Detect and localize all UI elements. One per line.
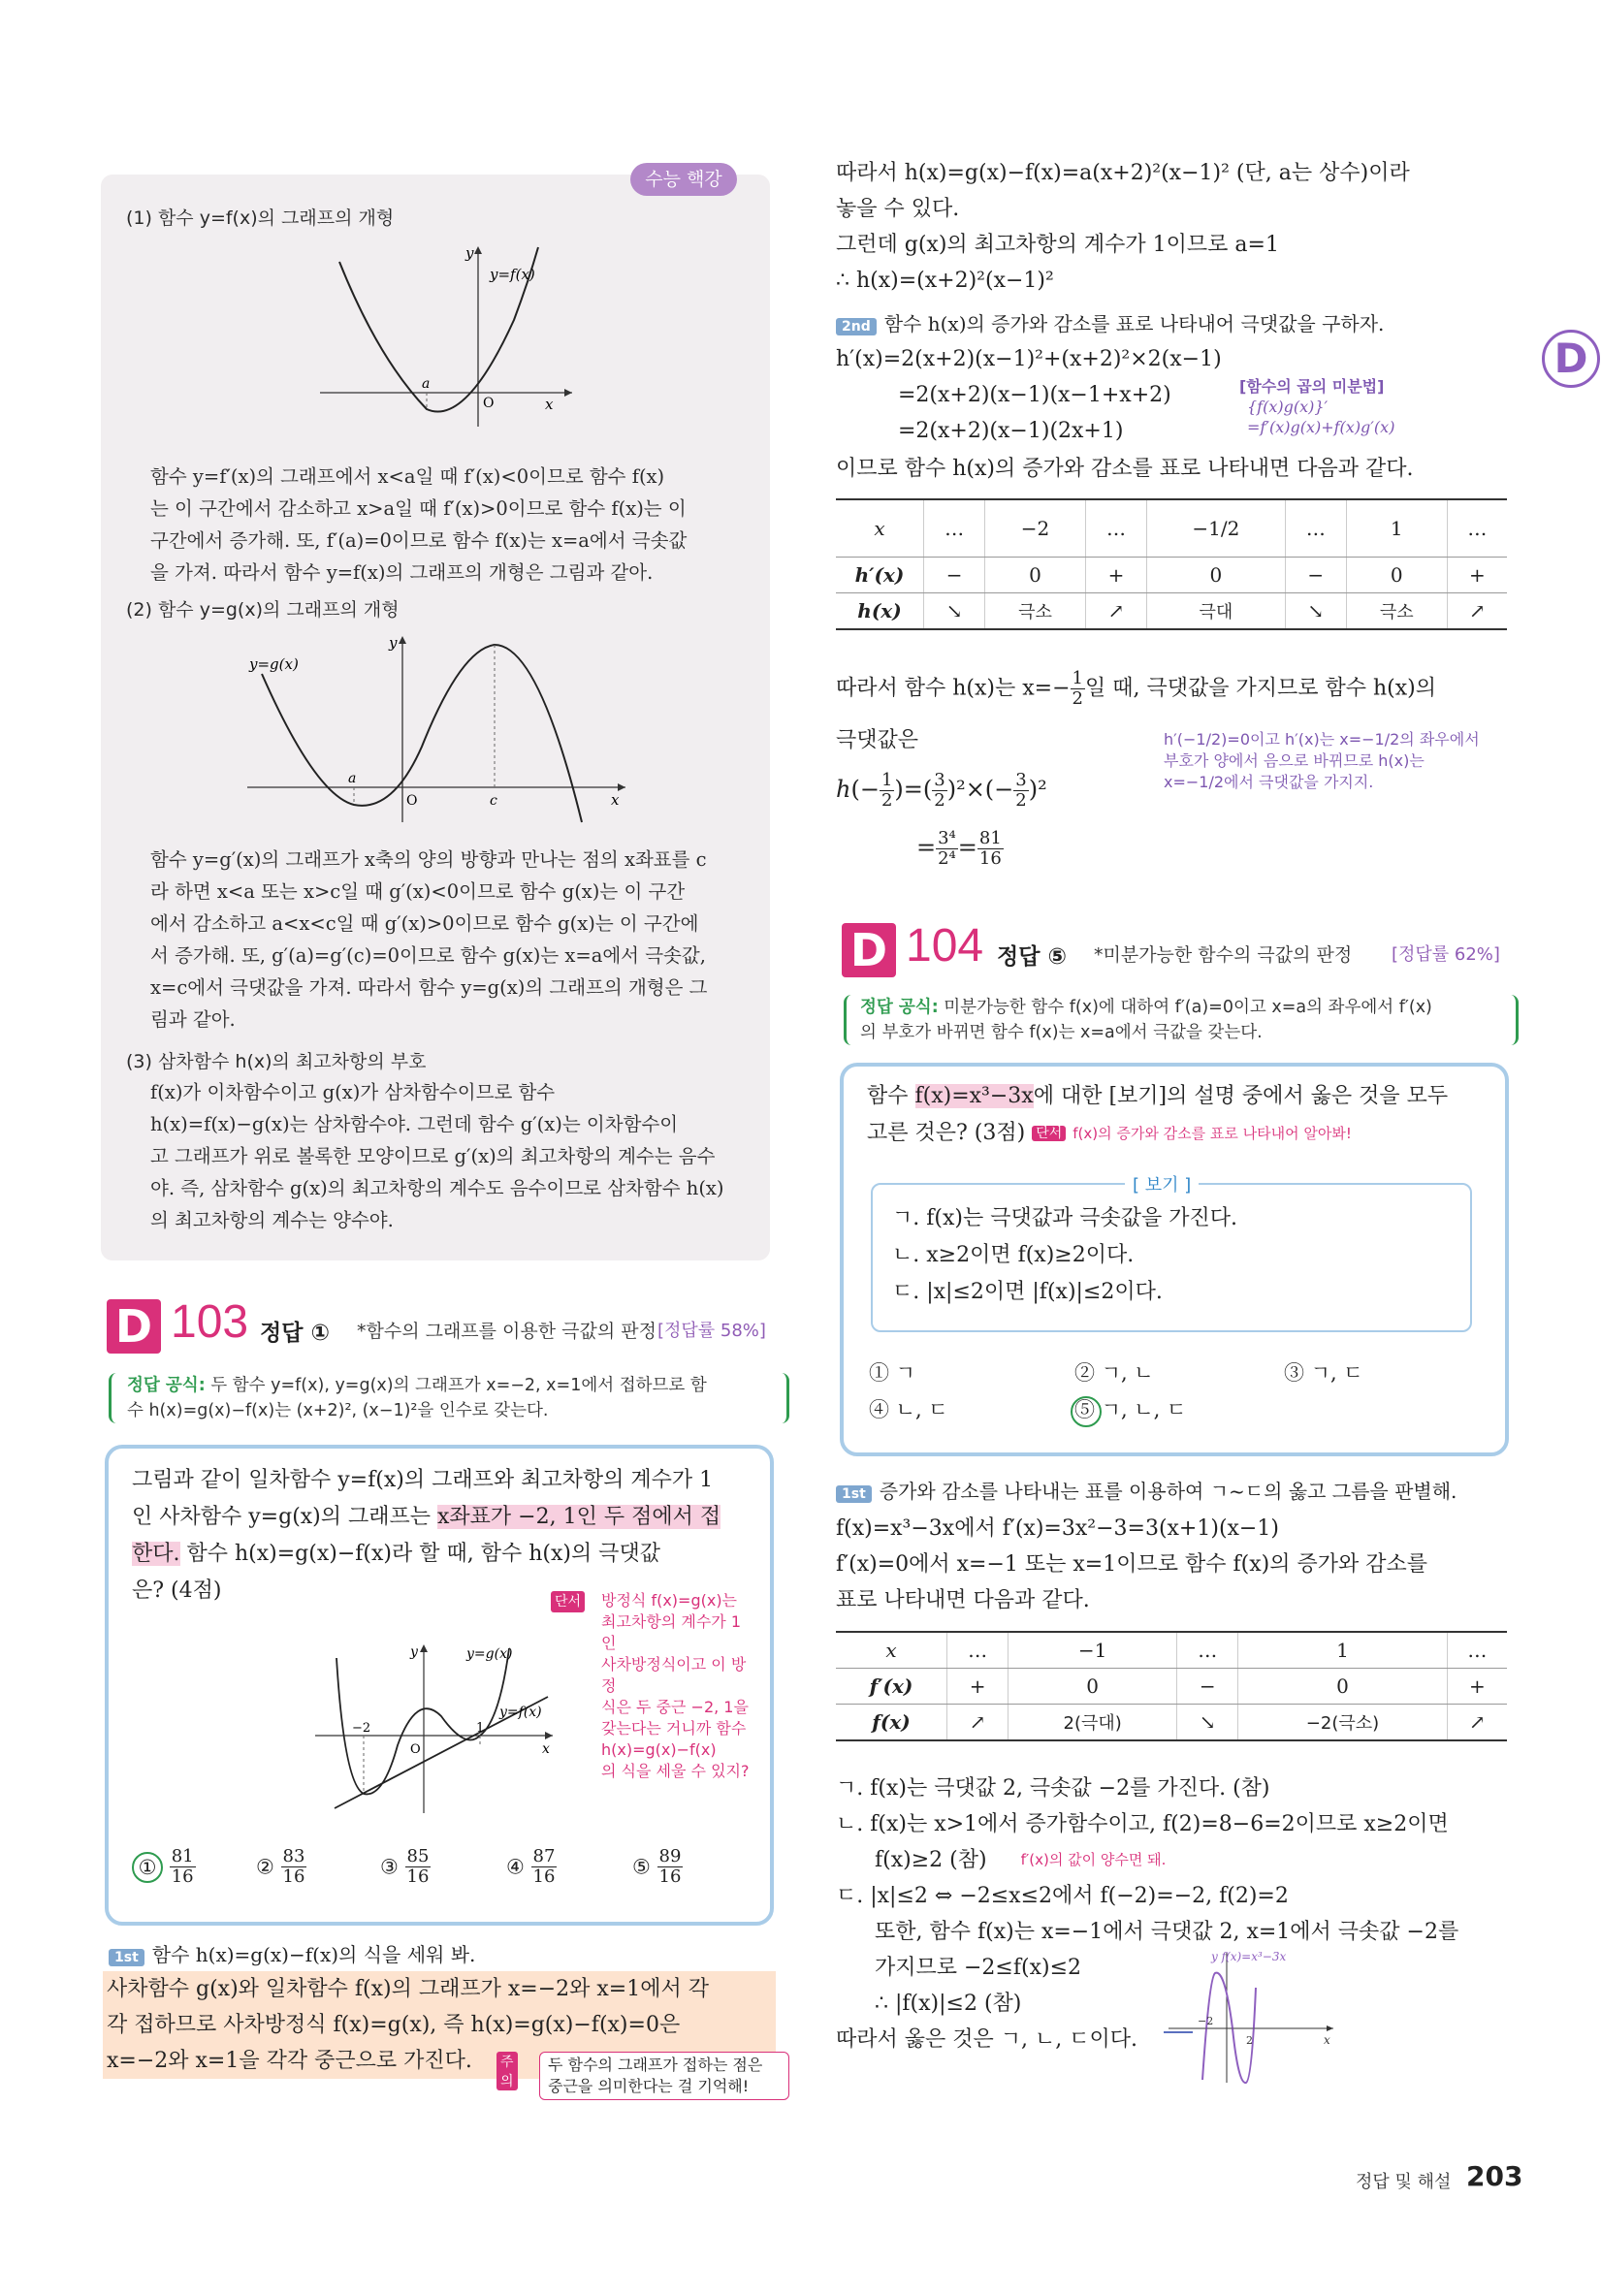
item3-body: f(x)가 이차함수이고 g(x)가 삼차함수이므로 함수 h(x)=f(x)−g(x)는 삼차함수야. 그런데 함수 g′(x)는 이차함수이 고 그래프가 위로 볼록한 모양이므로 g′(x)의 최고차항의 계수는 음수 야. 즉, 삼차함수 g(x)의 최고차항의 계수도 음수이므로 삼차함수 h(x) 의 최고차항의 계수는 양수야. [150,1081,724,1231]
problem-104-d-badge: D [842,923,896,977]
choice-3[interactable]: ③ $\frac{85}{16}$ [380,1846,430,1887]
problem-104-answers: ㄱ. f(x)는 극댓값 2, 극솟값 −2를 가진다. (참) ㄴ. f(x)는 x>1에서 증가함수이고, f(2)=8−6=2이므로 x≥2이면 f(x)≥2 (참) $^{f'(x)의 값이 양수면 돼.}$ ㄷ. |x|≤2 ⇔ −2≤x≤2에서 f(−2)=−2, f(2)=2 또한, 함수 f(x)는 x=−1에서 극댓값 2, x=1에서 극솟값 −2를 가지므로 −2≤f(x)≤2 ∴ |f(x)|≤2 (참) 따라서 옳은 것은 ㄱ, ㄴ, ㄷ이다. [836,1776,1459,2052]
derivative-lines: h′(x)=2(x+2)(x−1)²+(x+2)²×2(x−1) =2(x+2)(x−1)(x−1+x+2) =2(x+2)(x−1)(2x+1) [836,347,1222,443]
problem-103-rate: [정답률 58%] [657,1321,766,1341]
problem-104-question: 함수 f(x)=x³−3x에 대한 [보기]의 설명 중에서 옳은 것을 모두 고른 것은? (3점) $^{단서}$ $^{f(x)의 증가와 감소를 표로 나타내어 알아봐!}$ [867,1084,1449,1145]
right-top-solution: 따라서 h(x)=g(x)−f(x)=a(x+2)²(x−1)² (단, a는 상수)이라 놓을 수 있다. 그런데 g(x)의 최고차항의 계수가 1이므로 a=1 ∴ h(x)=(x+2)²(x−1)² [836,161,1410,293]
choice-2[interactable]: ② ㄱ, ㄴ [1074,1361,1154,1385]
problem-104-step1: 1st 증가와 감소를 나타내는 표를 이용하여 ㄱ~ㄷ의 옳고 그름을 판별해. [836,1476,1457,1504]
arrow-line [1164,2031,1193,2033]
item2-title: (2) 함수 y=g(x)의 그래프의 개형 [126,599,400,621]
problem-103-question: 그림과 같이 일차함수 y=f(x)의 그래프와 최고차항의 계수가 1 인 사차함수 y=g(x)의 그래프는 x좌표가 −2, 1인 두 점에서 접 한다. 함수 h(x)=g(x)−f(x)라 할 때, 함수 h(x)의 극댓값 은? (4점) [132,1468,721,1603]
graph-f-parabola [320,242,582,427]
problem-103-hint: 단서 방정식 f(x)=g(x)는 최고차항의 계수가 1인 사차방정식이고 이 방정 식은 두 중근 −2, 1을 갖는다는 거니까 함수 h(x)=g(x)−f(x) 의 식을 세울 수 있지? [551,1590,754,1782]
graph-g-cubic [238,630,645,824]
problem-103-choices [132,1847,752,1896]
svg-text:x: x [611,791,620,809]
svg-text:−2: −2 [1198,2015,1214,2027]
choice-4[interactable]: ④ $\frac{87}{16}$ [506,1846,556,1887]
choice-5[interactable]: ⑤ ㄱ, ㄴ, ㄷ [1074,1394,1186,1423]
chapter-tab-d[interactable]: D [1542,330,1600,388]
max-value-label: 극댓값은 [836,728,919,752]
mini-cubic-graph [1169,1949,1343,2085]
step2-heading: 2nd 함수 h(x)의 증가와 감소를 표로 나타내어 극댓값을 구하자. [836,308,1384,336]
problem-104-number: 104 [906,920,984,972]
choice-3[interactable]: ③ ㄱ, ㄷ [1284,1361,1363,1385]
problem-103-solution: 사차함수 g(x)와 일차함수 f(x)의 그래프가 x=−2와 x=1에서 각 각 접하므로 사차방정식 f(x)=g(x), 즉 h(x)=g(x)−f(x)=0은 x=−2와 x=1을 각각 중근으로 가진다. [103,1971,776,2079]
problem-103-topic: *함수의 그래프를 이용한 극값의 판정 [357,1321,656,1342]
svg-text:−2: −2 [352,1721,371,1736]
answer-circle [1071,1396,1102,1427]
item1-body: 함수 y=f′(x)의 그래프에서 x<a일 때 f′(x)<0이므로 함수 f(x) 는 이 구간에서 감소하고 x>a일 때 f′(x)>0이므로 함수 f(x)는 이 구간에서 증가해. 또, f′(a)=0이므로 함수 f(x)는 x=a에서 극솟값 을 가져. 따라서 함수 y=f(x)의 그래프의 개형은 그림과 같아. [150,465,688,584]
svg-text:a: a [422,376,431,392]
table-intro: 이므로 함수 h(x)의 증가와 감소를 표로 나타내면 다음과 같다. [836,457,1414,481]
item3-title: (3) 삼차함수 h(x)의 최고차항의 부호 [126,1051,427,1072]
svg-text:O: O [410,1742,421,1757]
problem-104-rate: [정답률 62%] [1392,944,1500,965]
choice-1[interactable]: ① ㄱ [869,1361,915,1385]
footer-label: 정답 및 해설 [1356,2172,1452,2192]
problem-103-step1: 1st 함수 h(x)=g(x)−f(x)의 식을 세워 봐. [109,1939,475,1967]
product-rule-note: [함수의 곱의 미분법] {f(x)g(x)}′ =f′(x)g(x)+f(x)g′(x) [1239,377,1395,436]
max-value-calc: h(− $\frac{1}{2}$ )=( $\frac{3}{2}$ )²×(− $\frac{3}{2}$ )² [836,770,1047,811]
problem-103-d-badge: D [107,1299,161,1354]
max-value-result: = $\frac{\text{3⁴}}{\text{2⁴}}$ = $\frac{81}{16}$ [916,828,1002,869]
item2-body: 함수 y=g′(x)의 그래프가 x축의 양의 방향과 만나는 점의 x좌표를 c 라 하면 x<a 또는 x>c일 때 g′(x)<0이므로 함수 g(x)는 이 구간 에서 감소하고 a<x<c일 때 g′(x)>0이므로 함수 g(x)는 이 구간에 서 증가해. 또, g′(a)=g′(c)=0이므로 함수 g(x)는 x=a에서 극솟값, x=c에서 극댓값을 가져. 따라서 함수 y=g(x)의 그래프의 개형은 그 림과 같아. [150,848,708,1031]
graph2-label: y=g(x) [249,655,299,673]
page-number: 203 [1466,2160,1523,2192]
choice-5[interactable]: ⑤ $\frac{89}{16}$ [632,1846,682,1887]
svg-text:y: y [389,634,398,652]
problem-103-formula: 정답 공식: 두 함수 y=f(x), y=g(x)의 그래프가 x=−2, x=1에서 접하므로 함 수 h(x)=g(x)−f(x)는 (x+2)², (x−1)²을 인수로 갖는다. [109,1373,789,1423]
graph-g-label: y=g(x) [466,1646,513,1662]
mini-graph-label: y f(x)=x³−3x [1211,1950,1287,1963]
max-value-note: h′(−1/2)=0이고 h′(x)는 x=−1/2의 좌우에서 부호가 양에서 음으로 바뀌므로 h(x)는 x=−1/2에서 극댓값을 가지지. [1164,730,1480,791]
svg-text:x: x [1324,2033,1330,2047]
choice-1[interactable]: ① $\frac{81}{16}$ [132,1847,196,1887]
problem-103-answer: 정답 ① [260,1321,330,1346]
item1-title: (1) 함수 y=f(x)의 그래프의 개형 [126,207,395,229]
graph1-y-axis-label: y [465,244,474,262]
problem-104-formula: 정답 공식: 미분가능한 함수 f(x)에 대하여 f′(a)=0이고 x=a의 좌우에서 f′(x) 의 부호가 바뀌면 함수 f(x)는 x=a에서 극값을 갖는다. [844,995,1519,1045]
bogi-title: [ 보기 ] [1125,1171,1199,1196]
svg-text:O: O [483,396,495,411]
problem-103-graph [305,1639,562,1818]
graph-f-label: y=f(x) [499,1705,542,1720]
choice-4[interactable]: ④ ㄴ, ㄷ [869,1398,948,1421]
max-value-statement: 따라서 함수 h(x)는 x=− $\frac{1}{2}$ 일 때, 극댓값을 가지므로 함수 h(x)의 [836,668,1436,709]
problem-104-topic: *미분가능한 함수의 극값의 판정 [1094,944,1353,966]
problem-103-number: 103 [171,1296,249,1348]
bogi-items: ㄱ. f(x)는 극댓값과 극솟값을 가진다. ㄴ. x≥2이면 f(x)≥2이다. ㄷ. |x|≤2이면 |f(x)|≤2이다. [892,1206,1237,1304]
svg-text:a: a [348,771,357,786]
svg-text:1: 1 [476,1721,485,1736]
svg-text:2: 2 [1246,2034,1253,2047]
problem-104-solution: f(x)=x³−3x에서 f′(x)=3x²−3=3(x+1)(x−1) f′(x)=0에서 x=−1 또는 x=1이므로 함수 f(x)의 증가와 감소를 표로 나타내면 다음과 같다. [836,1516,1427,1612]
svg-text:x: x [542,1741,550,1757]
choice-2[interactable]: ② $\frac{83}{16}$ [256,1846,305,1887]
svg-text:x: x [545,396,554,413]
problem-104-choices [869,1357,1489,1435]
graph1-label: y=f(x) [490,266,535,283]
problem-104-answer: 정답 ⑤ [997,944,1067,970]
h-increase-decrease-table: x … −2 … −1/2 … 1 … h′(x) − 0 + 0 − 0 + h(x) ↘ 극소 ↗ 극대 ↘ 극소 ↗ [836,498,1507,630]
svg-text:O: O [406,793,418,809]
svg-text:c: c [490,793,497,809]
key-concept-badge: 수능 핵강 [630,163,737,196]
f-increase-decrease-table: x … −1 … 1 … f′(x) + 0 − 0 + f(x) ↗ 2(극대) ↘ −2(극소) ↗ [836,1631,1507,1741]
svg-text:y: y [410,1644,418,1660]
